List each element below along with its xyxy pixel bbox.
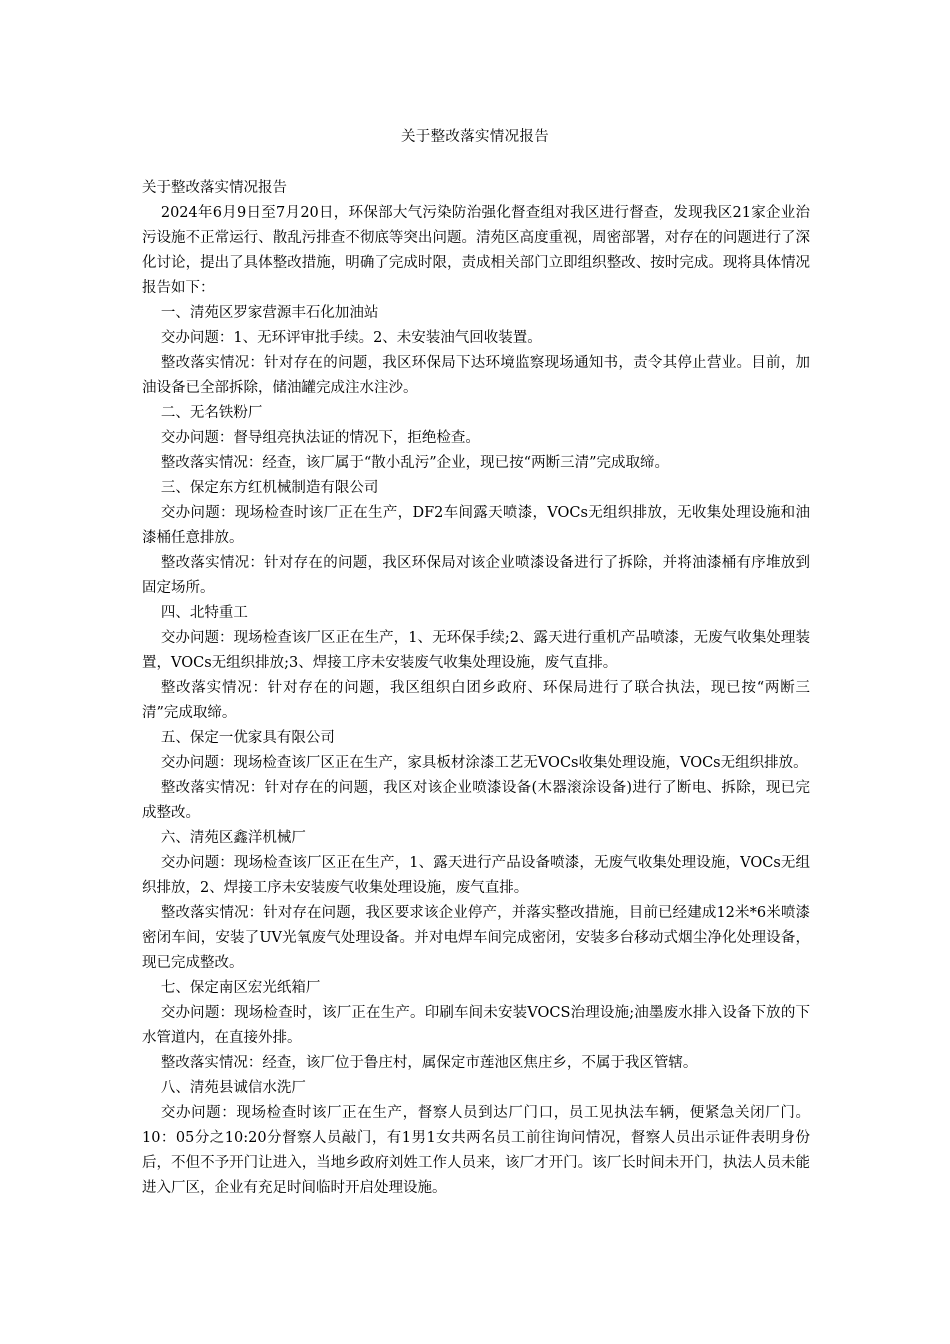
document-body <box>142 176 810 1201</box>
rectification-paragraph: 整改落实情况：经查，该厂属于“散小乱污”企业，现已按“两断三清”完成取缔。 <box>160 455 669 471</box>
rectification-paragraph: 整改落实情况：针对存在问题，我区要求该企业停产，并落实整改措施，目前已经建成12米*6米喷漆密闭车间，安装了UV光氧废气处理设备。并对电焊车间完成密闭，安装多台移动式烟尘净化处理设备，现已完成整改。 <box>142 905 810 971</box>
section-heading: 五、保定一优家具有限公司 <box>160 730 335 746</box>
section-heading: 三、保定东方红机械制造有限公司 <box>160 480 379 496</box>
intro-paragraph: 2024年6月9日至7月20日，环保部大气污染防治强化督查组对我区进行督查，发现我区21家企业治污设施不正常运行、散乱污排查不彻底等突出问题。清苑区高度重视，周密部署，对存在的问题进行了深化讨论，提出了具体整改措施，明确了完成时限，责成相关部门立即组织整改、按时完成。现将具体情况报告如下： <box>142 205 810 296</box>
issue-paragraph: 交办问题：现场检查该厂区正在生产，1、无环保手续;2、露天进行重机产品喷漆，无废气收集处理装置，VOCs无组织排放;3、焊接工序未安装废气收集处理设施，废气直排。 <box>142 630 810 671</box>
issue-paragraph: 交办问题：现场检查时该厂正在生产，督察人员到达厂门口，员工见执法车辆，便紧急关闭厂门。10：05分之10:20分督察人员敲门，有1男1女共两名员工前往询问情况，督察人员出示证件表明身份后，不但不予开门让进入，当地乡政府刘姓工作人员来，该厂才开门。该厂长时间未开门，执法人员未能进入厂区，企业有充足时间临时开启处理设施。 <box>142 1105 810 1196</box>
rectification-paragraph: 整改落实情况：针对存在的问题，我区组织白团乡政府、环保局进行了联合执法，现已按“两断三清”完成取缔。 <box>142 680 810 721</box>
section-heading: 一、清苑区罗家营源丰石化加油站 <box>160 305 379 321</box>
section-heading: 六、清苑区鑫洋机械厂 <box>160 830 306 846</box>
rectification-paragraph: 整改落实情况：针对存在的问题，我区环保局对该企业喷漆设备进行了拆除，并将油漆桶有序堆放到固定场所。 <box>142 555 810 596</box>
issue-paragraph: 交办问题：现场检查该厂区正在生产，家具板材涂漆工艺无VOCs收集处理设施，VOCs无组织排放。 <box>160 755 808 771</box>
rectification-paragraph: 整改落实情况：经查，该厂位于鲁庄村，属保定市莲池区焦庄乡，不属于我区管辖。 <box>160 1055 698 1071</box>
rectification-paragraph: 整改落实情况：针对存在的问题，我区环保局下达环境监察现场通知书，责令其停止营业。目前，加油设备已全部拆除，储油罐完成注水注沙。 <box>142 355 810 396</box>
rectification-paragraph: 整改落实情况：针对存在的问题，我区对该企业喷漆设备(木器滚涂设备)进行了断电、拆除，现已完成整改。 <box>142 780 810 821</box>
issue-paragraph: 交办问题：现场检查该厂区正在生产，1、露天进行产品设备喷漆，无废气收集处理设施，VOCs无组织排放，2、焊接工序未安装废气收集处理设施，废气直排。 <box>142 855 810 896</box>
issue-paragraph: 交办问题：现场检查时该厂正在生产，DF2车间露天喷漆，VOCs无组织排放，无收集处理设施和油漆桶任意排放。 <box>142 505 810 546</box>
section-heading: 四、北特重工 <box>160 605 248 621</box>
issue-paragraph: 交办问题：现场检查时，该厂正在生产。印刷车间未安装VOCS治理设施;油墨废水排入设备下放的下水管道内，在直接外排。 <box>142 1005 810 1046</box>
issue-paragraph: 交办问题：督导组亮执法证的情况下，拒绝检查。 <box>160 430 480 446</box>
issue-paragraph: 交办问题：1、无环评审批手续。2、未安装油气回收装置。 <box>160 330 542 346</box>
page-title: 关于整改落实情况报告 <box>401 129 549 145</box>
section-heading: 七、保定南区宏光纸箱厂 <box>160 980 321 996</box>
document-subtitle: 关于整改落实情况报告 <box>142 180 287 196</box>
section-heading: 八、清苑县诚信水洗厂 <box>160 1080 306 1096</box>
section-heading: 二、无名铁粉厂 <box>160 405 263 421</box>
